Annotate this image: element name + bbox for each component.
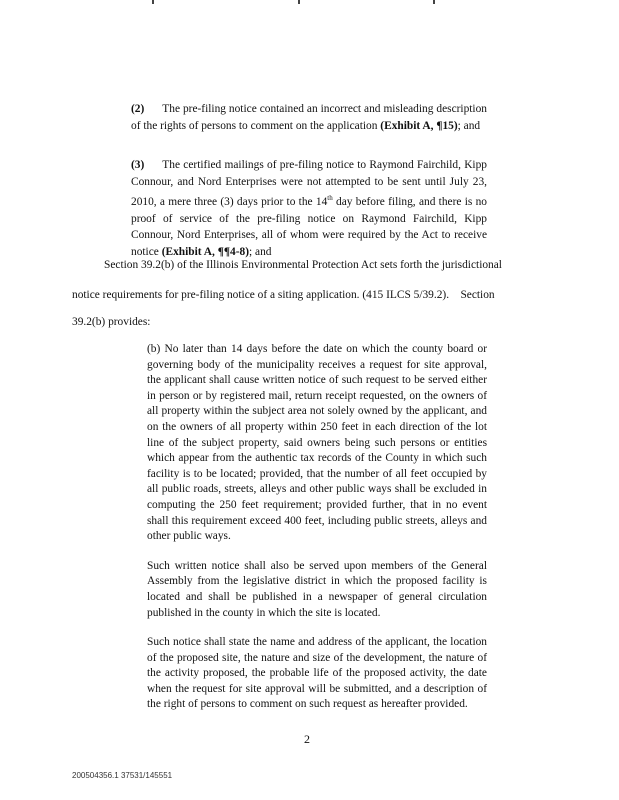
statute-quote [147,342,487,727]
exhibit-reference: (Exhibit A, ¶¶4-8) [161,245,249,258]
scan-mark [433,0,435,4]
item-tail: ; and [249,245,272,258]
item-text-continued: day before filing, and there is no proof of service of the pre-filing notice on Raymond Fairchild, Kipp Connour, Nord Enterprises, all of whom were required by the Act to receive notice [131,195,488,258]
body-line-3: 39.2(b) provides: [72,316,151,328]
body-line-2: notice requirements for pre-filing notice of a siting application. (415 ILCS 5/39.2). Section [72,289,495,301]
item-text: The pre-filing notice contained an incorrect and misleading description of the rights of persons to comment on the application [131,103,487,132]
ordinal-suffix: th [327,194,333,203]
item-tail: ; and [457,119,481,132]
item-number: (2) [131,103,145,115]
page-number: 2 [304,732,310,746]
exhibit-reference: (Exhibit A, ¶15) [380,119,458,132]
quote-paragraph-2: Such written notice shall also be served upon members of the General Assembly from the legislative district in which the proposed facility is located and shall be published in a newspaper of general circulation published in the county in which the site is located. [147,559,487,619]
numbered-item-3 [131,157,487,260]
quote-paragraph-3: Such notice shall state the name and address of the applicant, the location of the proposed site, the nature and size of the development, the nature of the activity proposed, the probable life of the proposed activity, the date when the request for site approval will be submitted, and a description of the right of persons to comment on such request as hereafter provided. [147,636,487,711]
top-scan-marks [140,0,440,6]
item-number: (3) [131,159,145,171]
scan-mark [298,0,300,4]
document-id: 200504356.1 37531/145551 [72,771,173,780]
numbered-item-2 [131,101,487,134]
body-line-1: Section 39.2(b) of the Illinois Environmental Protection Act sets forth the jurisdictional [104,259,502,271]
scan-mark [152,0,154,4]
quote-paragraph-1: (b) No later than 14 days before the date on which the county board or governing body of the municipality receives a request for site approval, the applicant shall cause written notice of such request to be served either in person or by registered mail, return receipt requested, on the owners of all property within the subject area not solely owned by the applicant, and on the owners of all property within 250 feet in each direction of the lot line of the subject property, said owners being such persons or entities which appear from the authentic tax records of the County in which such facility is to be located; provided, that the number of all feet occupied by all public roads, streets, alleys and other public ways shall be excluded in computing the 250 feet requirement; provided further, that in no event shall this requirement exceed 400 feet, including public streets, alleys and other public ways. [147,343,487,543]
item-text: The certified mailings of pre-filing notice to Raymond Fairchild, Kipp Connour, and Nord Enterprises were not attempted to be sent until July 23, 2010, a mere three (3) days prior to the 14 [131,159,487,208]
